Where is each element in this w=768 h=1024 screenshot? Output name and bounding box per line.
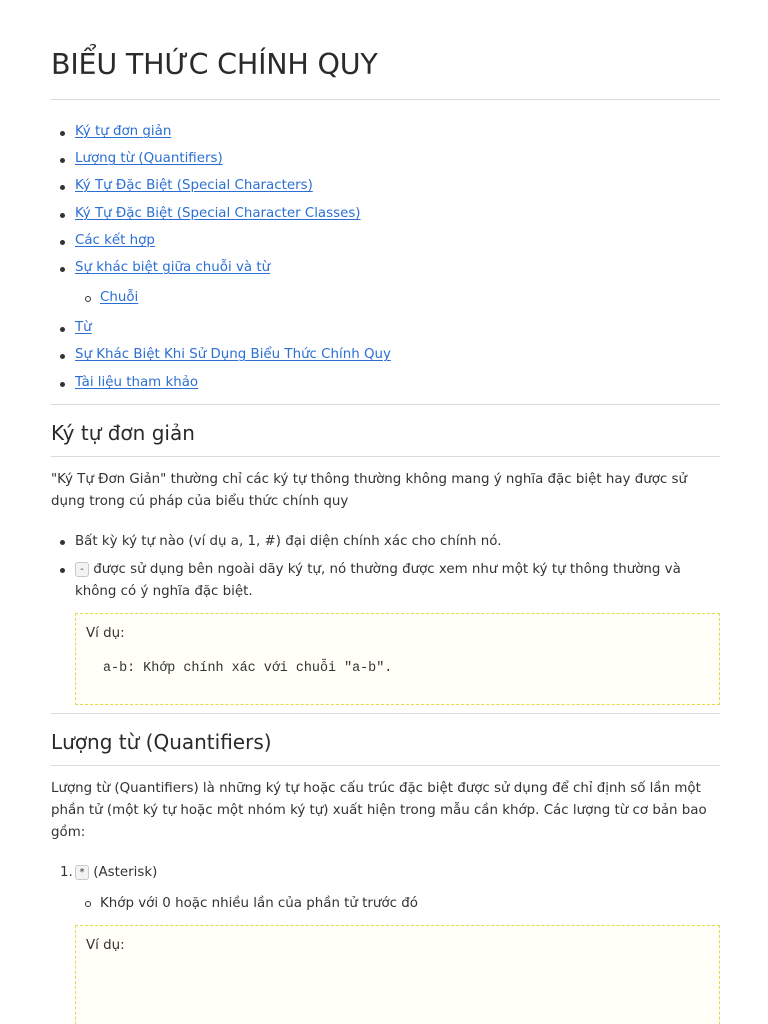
section-intro-line: Lượng từ (Quantifiers) là những ký tự hoặc cấu trúc đặc biệt được sử dụng để chỉ định số lần một bbox=[51, 781, 701, 796]
example-label: Ví dụ: bbox=[86, 938, 125, 953]
bullet-icon bbox=[60, 354, 65, 359]
example-box bbox=[75, 925, 720, 1024]
heading-underline bbox=[51, 765, 720, 766]
bullet-icon bbox=[60, 158, 65, 163]
circle-bullet-icon bbox=[85, 901, 91, 907]
example-label: Ví dụ: bbox=[86, 626, 125, 641]
toc-link-usage-differences[interactable]: Sự Khác Biệt Khi Sử Dụng Biểu Thức Chính Quy bbox=[75, 347, 391, 362]
toc-link-combinations[interactable]: Các kết hợp bbox=[75, 233, 155, 248]
bullet-icon bbox=[60, 213, 65, 218]
example-code: a-b: Khớp chính xác với chuỗi "a-b". bbox=[103, 661, 393, 676]
bullet-icon bbox=[60, 568, 65, 573]
section-intro-line: dụng trong cú pháp của biểu thức chính quy bbox=[51, 494, 349, 509]
bullet-icon bbox=[60, 327, 65, 332]
list-item-text: Khớp với 0 hoặc nhiều lần của phần tử trước đó bbox=[100, 896, 418, 911]
toc-link-special-characters[interactable]: Ký Tự Đặc Biệt (Special Characters) bbox=[75, 178, 313, 193]
bullet-icon bbox=[60, 540, 65, 545]
title-divider bbox=[51, 99, 720, 100]
list-item-text bbox=[75, 862, 695, 884]
toc-link-special-character-classes[interactable]: Ký Tự Đặc Biệt (Special Character Classes) bbox=[75, 206, 361, 221]
bullet-icon bbox=[60, 267, 65, 272]
section-intro-line: gồm: bbox=[51, 825, 86, 840]
section-heading-quantifiers: Lượng từ (Quantifiers) bbox=[51, 730, 272, 754]
toc-link-references[interactable]: Tài liệu tham khảo bbox=[75, 375, 199, 390]
heading-underline bbox=[51, 456, 720, 457]
list-item-label: (Asterisk) bbox=[93, 865, 158, 880]
toc-link-string-vs-word[interactable]: Sự khác biệt giữa chuỗi và từ bbox=[75, 260, 271, 275]
section-intro-line: phần tử (một ký tự hoặc một nhóm ký tự) xuất hiện trong mẫu cần khớp. Các lượng từ cơ bản bao bbox=[51, 803, 707, 818]
section-divider bbox=[51, 713, 720, 714]
toc-link-quantifiers[interactable]: Lượng từ (Quantifiers) bbox=[75, 151, 223, 166]
inline-code: * bbox=[75, 865, 89, 880]
page-title: BIỂU THỨC CHÍNH QUY bbox=[51, 48, 378, 81]
list-item-line: không có ý nghĩa đặc biệt. bbox=[75, 584, 253, 599]
toc-link-simple-characters[interactable]: Ký tự đơn giản bbox=[75, 124, 172, 139]
list-item-line: được sử dụng bên ngoài dãy ký tự, nó thường được xem như một ký tự thông thường và bbox=[93, 562, 681, 577]
section-heading-simple-characters: Ký tự đơn giản bbox=[51, 421, 195, 445]
toc-link-string[interactable]: Chuỗi bbox=[100, 290, 139, 305]
toc-link-word[interactable]: Từ bbox=[75, 320, 92, 335]
section-divider bbox=[51, 404, 720, 405]
inline-code: - bbox=[75, 562, 89, 577]
bullet-icon bbox=[60, 131, 65, 136]
section-intro-line: "Ký Tự Đơn Giản" thường chỉ các ký tự thông thường không mang ý nghĩa đặc biệt hay được sử bbox=[51, 472, 687, 487]
list-number: 1. bbox=[60, 865, 73, 880]
example-box bbox=[75, 613, 720, 705]
list-item-text: Bất kỳ ký tự nào (ví dụ a, 1, #) đại diện chính xác cho chính nó. bbox=[75, 534, 502, 549]
bullet-icon bbox=[60, 240, 65, 245]
bullet-icon bbox=[60, 382, 65, 387]
bullet-icon bbox=[60, 185, 65, 190]
list-item-text bbox=[75, 559, 695, 581]
circle-bullet-icon bbox=[85, 296, 91, 302]
